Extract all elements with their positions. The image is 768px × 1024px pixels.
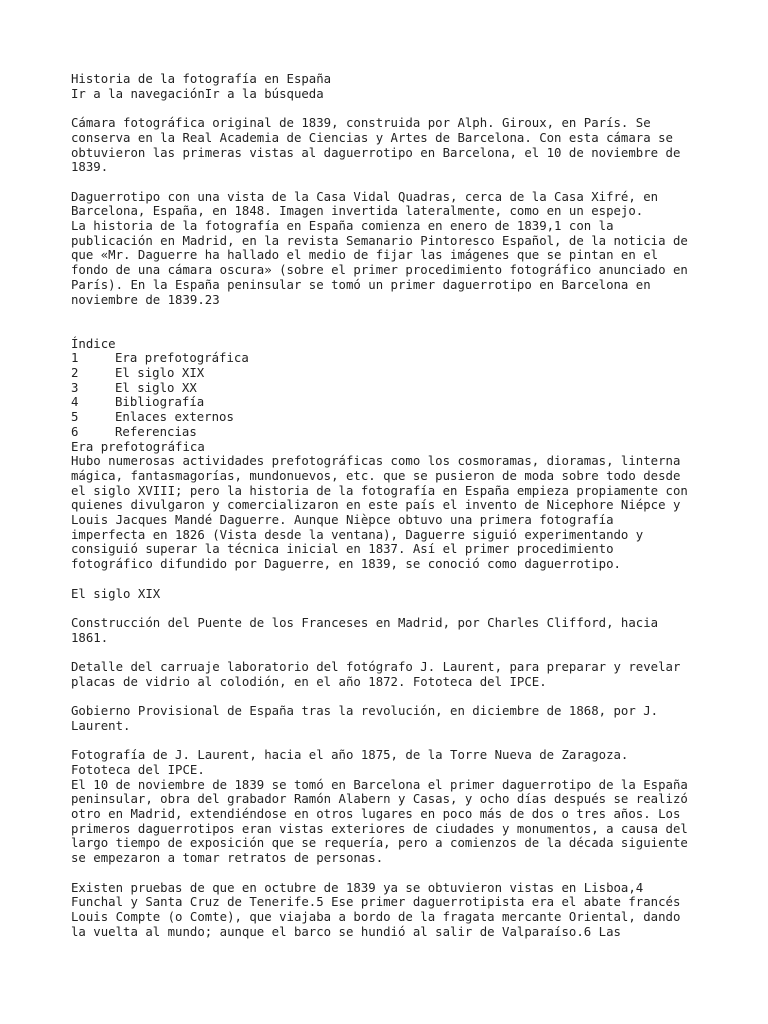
text-line: Construcción del Puente de los Franceses en Madrid, por Charles Clifford, hacia (71, 615, 659, 630)
text-line: Hubo numerosas actividades prefotográficas como los cosmoramas, dioramas, linterna (71, 454, 681, 469)
intro-caption (71, 116, 761, 175)
text-line: otro en Madrid, extendiéndose en otros lugares en poco más de dos o tres años. Los (71, 807, 681, 822)
section-heading: El siglo XIX (71, 586, 161, 601)
toc-label[interactable]: Enlaces externos (115, 410, 234, 425)
toc-label[interactable]: El siglo XIX (115, 366, 205, 381)
image-caption (71, 616, 761, 645)
text-line: quienes divulgaron y comercializaron en este país el invento de Nicephore Niépce y (71, 498, 681, 513)
toc-label[interactable]: Era prefotográfica (115, 351, 249, 366)
toc-item[interactable] (71, 351, 761, 366)
text-line: Cámara fotográfica original de 1839, construida por Alph. Giroux, en París. Se (71, 116, 651, 131)
nav-links[interactable]: Ir a la navegaciónIr a la búsqueda (71, 86, 324, 101)
text-line: peninsular, obra del grabador Ramón Alabern y Casas, y ocho días después se realizó (71, 792, 688, 807)
text-line: Louis Jacques Mandé Daguerre. Aunque Nièpce obtuvo una primera fotografía (71, 513, 614, 528)
text-line: noviembre de 1839.23 (71, 292, 220, 307)
intro-paragraph (71, 190, 761, 308)
image-caption (71, 704, 761, 733)
document-page (71, 72, 761, 939)
text-line: conserva en la Real Academia de Ciencias y Artes de Barcelona. Con esta cámara se (71, 130, 673, 145)
text-line: publicación en Madrid, en la revista Semanario Pintoresco Español, de la noticia de (71, 233, 688, 248)
text-line: 1839. (71, 160, 109, 175)
body-paragraph (71, 778, 761, 866)
section-siglo-xix (71, 587, 761, 940)
text-line: fondo de una cámara oscura» (sobre el primer procedimiento fotográfico anunciado en (71, 263, 688, 278)
toc-number: 2 (71, 366, 79, 381)
text-line: La historia de la fotografía en España comienza en enero de 1839,1 con la (71, 219, 614, 233)
text-line: Daguerrotipo con una vista de la Casa Vidal Quadras, cerca de la Casa Xifré, en (71, 189, 659, 204)
image-caption (71, 748, 761, 777)
section-prefotografica (71, 440, 761, 572)
text-line: la vuelta al mundo; aunque el barco se hundió al salir de Valparaíso.6 Las (71, 924, 621, 939)
page-title: Historia de la fotografía en España (71, 72, 332, 86)
toc-number: 5 (71, 410, 79, 425)
body-paragraph (71, 881, 761, 940)
text-line: Barcelona, España, en 1848. Imagen invertida lateralmente, como en un espejo. (71, 204, 644, 219)
text-line: Gobierno Provisional de España tras la revolución, en diciembre de 1868, por J. (71, 704, 659, 719)
text-line: Laurent. (71, 718, 131, 733)
text-line: Detalle del carruaje laboratorio del fotógrafo J. Laurent, para preparar y revelar (71, 660, 681, 675)
toc-item[interactable] (71, 410, 761, 425)
text-line: Fotografía de J. Laurent, hacia el año 1875, de la Torre Nueva de Zaragoza. (71, 748, 629, 763)
text-line: París). En la España peninsular se tomó un primer daguerrotipo en Barcelona en (71, 277, 651, 292)
text-line: Louis Compte (o Comte), que viajaba a bordo de la fragata mercante Oriental, dando (71, 909, 681, 924)
text-line: se empezaron a tomar retratos de personas. (71, 851, 384, 866)
toc-number: 3 (71, 380, 79, 395)
toc-number: 1 (71, 351, 79, 366)
text-line: Funchal y Santa Cruz de Tenerife.5 Ese primer daguerrotipista era el abate francés (71, 895, 681, 910)
text-line: fotográfico difundido por Daguerre, en 1839, se conoció como daguerrotipo. (71, 557, 621, 572)
toc-item[interactable] (71, 381, 761, 396)
image-caption (71, 660, 761, 689)
toc-heading: Índice (71, 336, 116, 351)
section-heading: Era prefotográfica (71, 439, 205, 454)
table-of-contents (71, 337, 761, 440)
text-line: Fototeca del IPCE. (71, 762, 205, 777)
toc-number: 4 (71, 395, 79, 410)
text-line: obtuvieron las primeras vistas al daguerrotipo en Barcelona, el 10 de noviembre de (71, 145, 681, 160)
text-line: El 10 de noviembre de 1839 se tomó en Barcelona el primer daguerrotipo de la España (71, 777, 688, 792)
text-line: 1861. (71, 630, 109, 645)
toc-label[interactable]: Referencias (115, 424, 197, 439)
text-line: placas de vidrio al colodión, en el año 1872. Fototeca del IPCE. (71, 674, 547, 689)
text-line: mágica, fantasmagorías, mundonuevos, etc. que se pusieron de moda sobre todo desde (71, 468, 681, 483)
text-line: consiguió superar la técnica inicial en 1837. Así el primer procedimiento (71, 542, 614, 557)
toc-item[interactable] (71, 366, 761, 381)
toc-label[interactable]: Bibliografía (115, 395, 205, 410)
text-line: largo tiempo de exposición que se requería, pero a comienzos de la década siguiente (71, 836, 688, 851)
toc-item[interactable] (71, 425, 761, 440)
toc-number: 6 (71, 424, 79, 439)
text-line: imperfecta en 1826 (Vista desde la ventana), Daguerre siguió experimentando y (71, 527, 644, 542)
text-line: primeros daguerrotipos eran vistas exteriores de ciudades y monumentos, a causa del (71, 821, 688, 836)
toc-label[interactable]: El siglo XX (115, 380, 197, 395)
text-line: el siglo XVIII; pero la historia de la fotografía en España empieza propiamente con (71, 483, 688, 498)
toc-item[interactable] (71, 395, 761, 410)
text-line: Existen pruebas de que en octubre de 1839 ya se obtuvieron vistas en Lisboa,4 (71, 880, 644, 895)
text-line: que «Mr. Daguerre ha hallado el medio de fijar las imágenes que se pintan en el (71, 248, 659, 263)
